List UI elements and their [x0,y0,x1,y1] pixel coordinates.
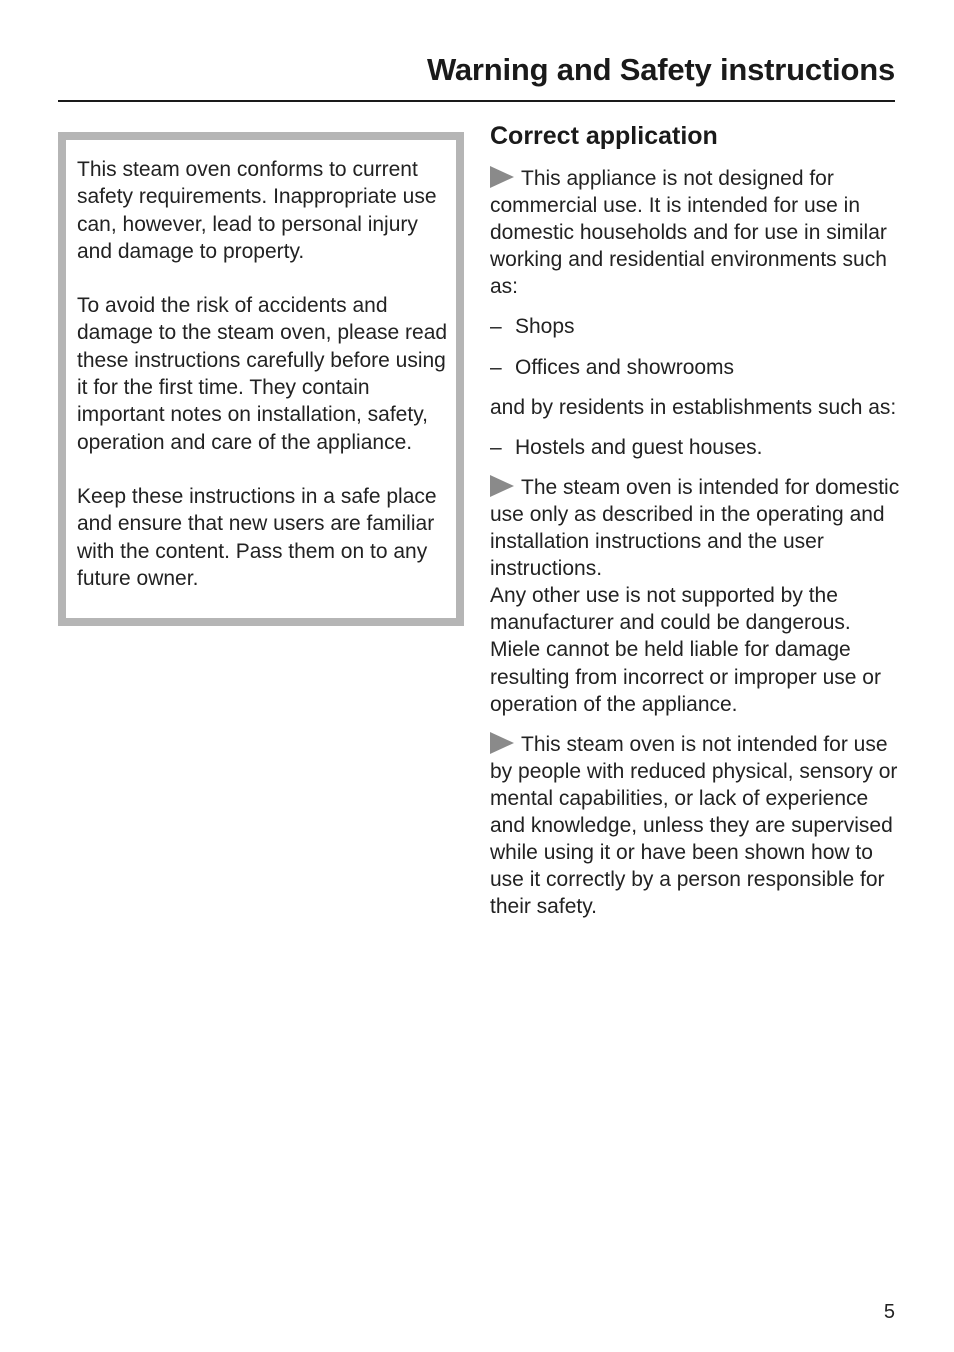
residents-paragraph: and by residents in establishments such as: [490,395,897,419]
bullet-paragraph [490,731,900,921]
notice-paragraph: To avoid the risk of accidents and damage to the steam oven, please read these instructions carefully before using it for the first time. They contain important notes on installation, safety, operation and care of the appliance. [77,294,448,454]
bullet-text: The steam oven is intended for domestic use only as described in the operating and installation instructions and the user instructions. [490,475,900,581]
triangle-bullet-icon [490,732,514,754]
page-title: Warning and Safety instructions [426,52,895,87]
dash-marker: – [490,355,502,379]
list-item [490,354,900,381]
triangle-bullet-icon [490,166,514,188]
correct-application-section [490,120,900,933]
bullet-text: This steam oven is not intended for use by people with reduced physical, sensory or mental capabilities, or lack of experience and knowledge, unless they are supervised while using it or have been shown how to use it correctly by a person responsible for their safety. [490,732,898,919]
page-number: 5 [883,1301,895,1323]
bullet-text: This appliance is not designed for commercial use. It is intended for use in domestic households and for use in similar working and residential environments such as: [490,167,887,299]
list-item-text: Shops [515,315,575,339]
section-heading: Correct application [490,122,718,150]
notice-paragraph: Keep these instructions in a safe place and ensure that new users are familiar with the content. Pass them on to any future owner. [77,484,437,590]
list-item-text: Hostels and guest houses. [515,435,763,459]
safety-notice-box [58,132,464,626]
triangle-bullet-icon [490,475,514,497]
page-header [58,50,895,102]
bullet-paragraph [490,165,900,300]
list-item [490,434,900,461]
notice-paragraph: This steam oven conforms to current safety requirements. Inappropriate use can, however, lead to personal injury and damage to property. [77,158,437,263]
list-item [490,313,900,340]
dash-marker: – [490,435,502,459]
list-item-text: Offices and showrooms [515,355,735,379]
dash-marker: – [490,315,502,339]
bullet-paragraph [490,474,900,718]
bullet-continuation-text: Any other use is not supported by the manufacturer and could be dangerous. Miele cannot be held liable for damage resulting from incorrect or improper use or operation of the appliance. [490,584,881,716]
